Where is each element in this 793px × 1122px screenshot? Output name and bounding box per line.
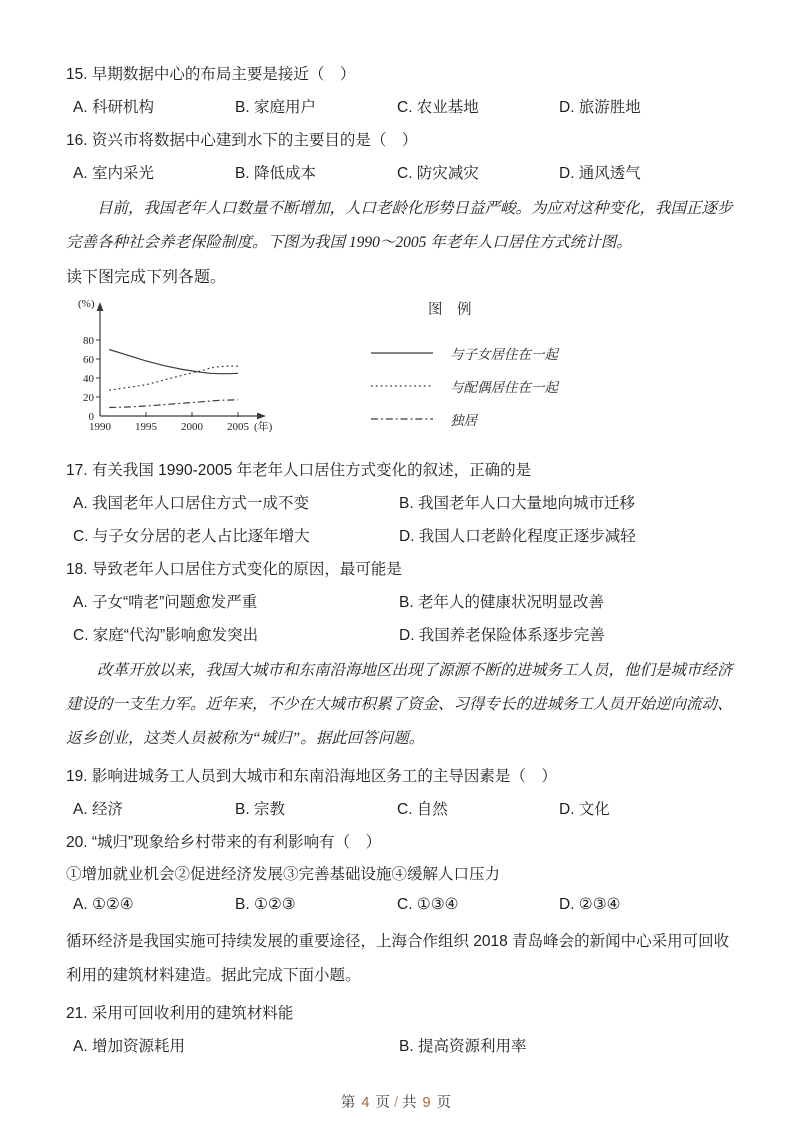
question-20-options [66,888,737,921]
option-d: D. 旅游胜地 [559,98,641,116]
passage-migrant-workers: 改革开放以来，我国大城市和东南沿海地区出现了源源不断的进城务工人员，他们是城市经济建设的一支生力军。近年来，不少在大城市积累了资金、习得专长的进城务工人员开始逆向流动、返乡创业，这类人员被称为“城归”。据此回答问题。 [66,662,733,747]
legend-label: 独居 [450,413,477,428]
svg-text:1995: 1995 [135,421,157,433]
svg-text:2005: 2005 [227,421,249,433]
question-18-stem: 18. 导致老年人口居住方式变化的原因，最可能是 [66,560,402,578]
footer-label: 页 [375,1095,391,1111]
option-d: D. 文化 [559,800,610,818]
option-c: C. 家庭“代沟”影响愈发突出 [73,626,259,644]
legend-items [370,343,600,429]
question-19-options [66,791,737,824]
passage-elderly-population: 目前，我国老年人口数量不断增加，人口老龄化形势日益严峻。为应对这种变化，我国正逐步完善各种社会养老保险制度。下图为我国 1990～2005 年老年人口居住方式统计图。 [66,200,733,251]
svg-text:80: 80 [83,335,94,347]
svg-text:20: 20 [83,392,94,404]
page-footer [0,1091,793,1112]
legend-label: 与配偶居住在一起 [450,380,558,395]
option-c: C. 与子女分居的老人占比逐年增大 [73,527,310,545]
question-15-options [66,89,737,122]
question-15-stem: 15. 早期数据中心的布局主要是接近（ ） [66,65,356,83]
document-body [66,56,737,1061]
question-16-options [66,155,737,188]
legend-item [370,376,600,396]
line-chart [70,296,322,438]
legend-label: 与子女居住在一起 [450,347,558,362]
option-c: C. 防灾减灾 [397,164,479,182]
option-c: C. 自然 [397,800,448,818]
svg-text:2000: 2000 [181,421,203,433]
svg-text:(年): (年) [254,421,273,433]
question-18-options-row-2 [66,617,737,650]
option-d: D. 我国人口老龄化程度正逐步减轻 [399,527,636,545]
question-21-stem: 21. 采用可回收利用的建筑材料能 [66,1004,294,1022]
option-b: B. 提高资源利用率 [399,1037,527,1055]
option-a: A. 科研机构 [73,98,154,116]
question-19-stem: 19. 影响进城务工人员到大城市和东南沿海地区务工的主导因素是（ ） [66,767,557,785]
option-a: A. ①②④ [73,896,134,913]
option-c: C. ①③④ [397,896,459,913]
question-21-options [66,1028,737,1061]
question-17-options-row-2 [66,518,737,551]
option-a: A. 增加资源耗用 [73,1037,185,1055]
legend-item [370,343,600,363]
legend-item [370,409,600,429]
option-a: A. 子女“啃老”问题愈发严重 [73,593,258,611]
passage-circular-economy: 循环经济是我国实施可持续发展的重要途径，上海合作组织 2018 青岛峰会的新闻中心采用可回收利用的建筑材料建造。据此完成下面小题。 [66,933,730,984]
read-chart-prompt: 读下图完成下列各题。 [66,268,227,286]
svg-text:40: 40 [83,373,94,385]
question-18-options-row-1 [66,584,737,617]
option-b: B. 降低成本 [235,164,316,182]
question-20-numbered-items: ①增加就业机会②促进经济发展③完善基础设施④缓解人口压力 [66,865,501,883]
option-d: D. ②③④ [559,896,621,913]
chart-legend [370,296,600,429]
footer-page-number: 4 [361,1095,371,1111]
elderly-living-arrangement-figure [70,296,737,438]
option-b: B. 宗教 [235,800,285,818]
dotted-line-sample-icon [370,382,434,390]
question-16-stem: 16. 资兴市将数据中心建到水下的主要目的是（ ） [66,131,418,149]
footer-total-pages: 9 [422,1095,432,1111]
option-d: D. 我国养老保险体系逐步完善 [399,626,605,644]
option-b: B. ①②③ [235,896,296,913]
option-c: C. 农业基地 [397,98,479,116]
option-d: D. 通风透气 [559,164,641,182]
svg-text:60: 60 [83,354,94,366]
svg-text:1990: 1990 [89,421,111,433]
question-20-stem: 20. “城归”现象给乡村带来的有利影响有（ ） [66,833,382,851]
footer-label: 页 [436,1095,453,1111]
question-17-options-row-1 [66,485,737,518]
question-17-stem: 17. 有关我国 1990-2005 年老年人口居住方式变化的叙述，正确的是 [66,461,532,479]
option-b: B. 老年人的健康状况明显改善 [399,593,604,611]
legend-title: 图 例 [428,302,472,318]
svg-text:0: 0 [88,411,94,423]
footer-label: 共 [402,1095,418,1111]
option-a: A. 经济 [73,800,123,818]
solid-line-sample-icon [370,349,434,357]
option-b: B. 我国老年人口大量地向城市迁移 [399,494,635,512]
footer-separator: / [393,1095,400,1111]
dashdot-line-sample-icon [370,415,434,423]
option-b: B. 家庭用户 [235,98,316,116]
option-a: A. 室内采光 [73,164,154,182]
footer-label: 第 [340,1095,357,1111]
svg-text:(%): (%) [78,298,95,310]
option-a: A. 我国老年人口居住方式一成不变 [73,494,309,512]
